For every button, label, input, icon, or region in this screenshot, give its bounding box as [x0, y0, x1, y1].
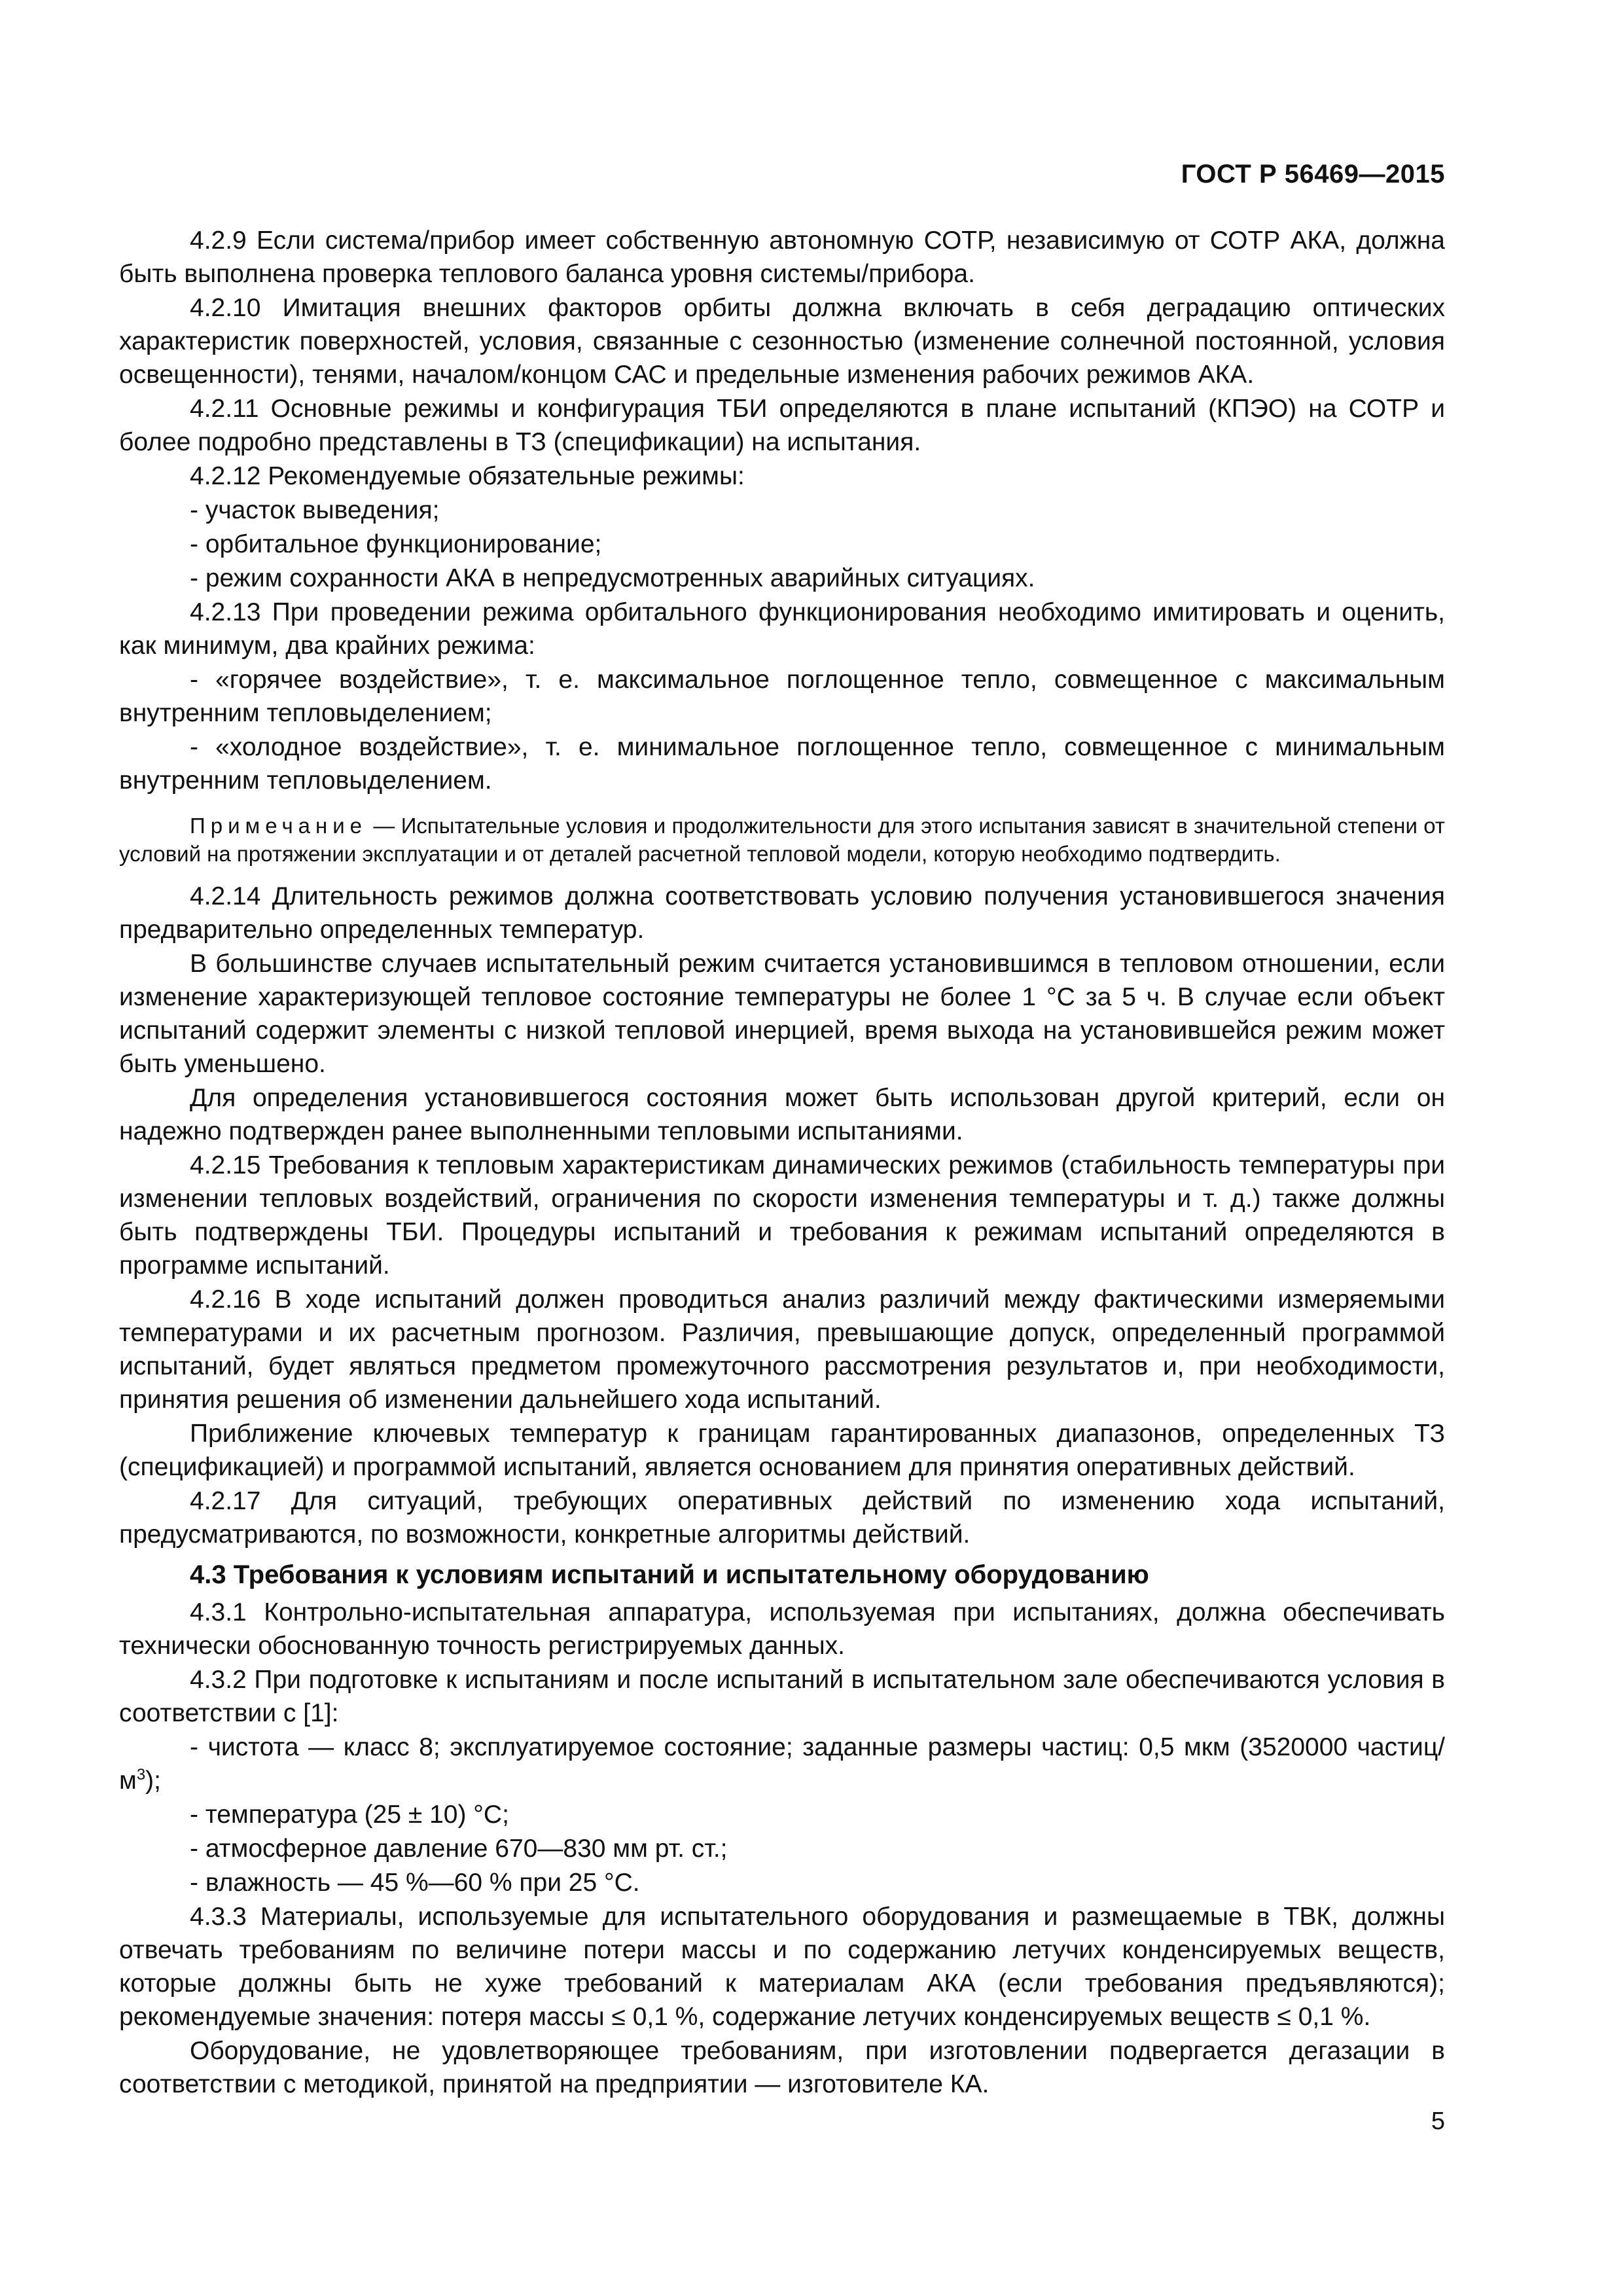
note	[119, 812, 1445, 868]
document-body	[119, 224, 1445, 2102]
paragraph-4-2-17: 4.2.17 Для ситуаций, требующих оперативных действий по изменению хода испытаний, предусматриваются, по возможности, конкретные алгоритмы действий.	[119, 1487, 1445, 1549]
paragraph-4-2-14-b: В большинстве случаев испытательный режим считается установившимся в тепловом отношении, если изменение характеризующей тепловое состояние температуры не более 1 °С за 5 ч. В случае если объект испытаний содержит элементы с низкой тепловой инерцией, время выхода на установившейся режим может быть уменьшено.	[119, 950, 1445, 1078]
list-item-text-end: );	[145, 1767, 161, 1795]
paragraph-4-2-16-b: Приближение ключевых температур к границам гарантированных диапазонов, определенных ТЗ (спецификацией) и программой испытаний, является основанием для принятия оперативных действий.	[119, 1420, 1445, 1481]
list-item: - «холодное воздействие», т. е. минимальное поглощенное тепло, совмещенное с минимальным внутренним тепловыделением.	[119, 733, 1445, 795]
note-text: — Испытательные условия и продолжительности для этого испытания зависят в значительной степени от условий на протяжении эксплуатации и от деталей расчетной тепловой модели, которую необходимо подтвердить.	[119, 814, 1445, 866]
paragraph-4-2-13: 4.2.13 При проведении режима орбитального функционирования необходимо имитировать и оценить, как минимум, два крайних режима:	[119, 598, 1445, 660]
document-code-header: ГОСТ Р 56469—2015	[1181, 160, 1445, 188]
paragraph-4-2-14-c: Для определения установившегося состояния может быть использован другой критерий, если он надежно подтвержден ранее выполненными тепловыми испытаниями.	[119, 1084, 1445, 1145]
paragraph-4-3-3-b: Оборудование, не удовлетворяющее требованиям, при изготовлении подвергается дегазации в соответствии с методикой, принятой на предприятии — изготовителе КА.	[119, 2037, 1445, 2098]
paragraph-4-3-1: 4.3.1 Контрольно-испытательная аппаратура, используемая при испытаниях, должна обеспечивать технически обоснованную точность регистрируемых данных.	[119, 1598, 1445, 1660]
list-item: - орбитальное функционирование;	[190, 530, 602, 558]
list-item-text: - чистота — класс 8; эксплуатируемое состояние; заданные размеры частиц: 0,5 мкм (3520000 частиц/м	[119, 1733, 1445, 1795]
list-item: - атмосферное давление 670—830 мм рт. ст.;	[190, 1835, 728, 1863]
list-item: - участок выведения;	[190, 496, 440, 524]
paragraph-4-2-16: 4.2.16 В ходе испытаний должен проводиться анализ различий между фактическими измеряемыми температурами и их расчетным прогнозом. Различия, превышающие допуск, определенный программой испытаний, будет являться предметом промежуточного рассмотрения результатов и, при необходимости, принятия решения об изменении дальнейшего хода испытаний.	[119, 1285, 1445, 1414]
paragraph-4-2-9: 4.2.9 Если система/прибор имеет собственную автономную СОТР, независимую от СОТР АКА, должна быть выполнена проверка теплового баланса уровня системы/прибора.	[119, 226, 1445, 288]
paragraph-4-3-3: 4.3.3 Материалы, используемые для испытательного оборудования и размещаемые в ТВК, должны отвечать требованиям по величине потери массы и по содержанию летучих конденсируемых веществ, которые должны быть не хуже требований к материалам АКА (если требования предъявляются); рекомендуемые значения: потеря массы ≤ 0,1 %, содержание летучих конденсируемых веществ ≤ 0,1 %.	[119, 1903, 1445, 2031]
list-item: - влажность — 45 %—60 % при 25 °С.	[190, 1869, 640, 1897]
paragraph-4-2-14: 4.2.14 Длительность режимов должна соответствовать условию получения установившегося значения предварительно определенных температур.	[119, 882, 1445, 944]
list-item: - температура (25 ± 10) °С;	[190, 1801, 509, 1829]
page-number: 5	[1431, 2108, 1445, 2135]
list-item: - «горячее воздействие», т. е. максимальное поглощенное тепло, совмещенное с максимальным внутренним тепловыделением;	[119, 666, 1445, 727]
section-heading-4-3: 4.3 Требования к условиям испытаний и испытательному оборудованию	[190, 1560, 1149, 1589]
paragraph-4-2-15: 4.2.15 Требования к тепловым характеристикам динамических режимов (стабильность температуры при изменении тепловых воздействий, ограничения по скорости изменения температуры и т. д.) также должны быть подтверждены ТБИ. Процедуры испытаний и требования к режимам испытаний определяются в программе испытаний.	[119, 1151, 1445, 1280]
superscript: 3	[136, 1766, 146, 1784]
paragraph-4-2-11: 4.2.11 Основные режимы и конфигурация ТБИ определяются в плане испытаний (КПЭО) на СОТР и более подробно представлены в ТЗ (спецификации) на испытания.	[119, 395, 1445, 456]
note-label: Примечание	[190, 814, 368, 838]
paragraph-4-3-2: 4.3.2 При подготовке к испытаниям и после испытаний в испытательном зале обеспечиваются условия в соответствии с [1]:	[119, 1666, 1445, 1727]
paragraph-4-2-12: 4.2.12 Рекомендуемые обязательные режимы:	[190, 462, 745, 490]
list-item	[119, 1731, 1445, 1797]
list-item: - режим сохранности АКА в непредусмотренных аварийных ситуациях.	[190, 564, 1035, 592]
paragraph-4-2-10: 4.2.10 Имитация внешних факторов орбиты должна включать в себя деградацию оптических характеристик поверхностей, условия, связанные с сезонностью (изменение солнечной постоянной, условия освещенности), тенями, началом/концом САС и предельные изменения рабочих режимов АКА.	[119, 294, 1445, 389]
document-page	[119, 0, 1445, 2296]
